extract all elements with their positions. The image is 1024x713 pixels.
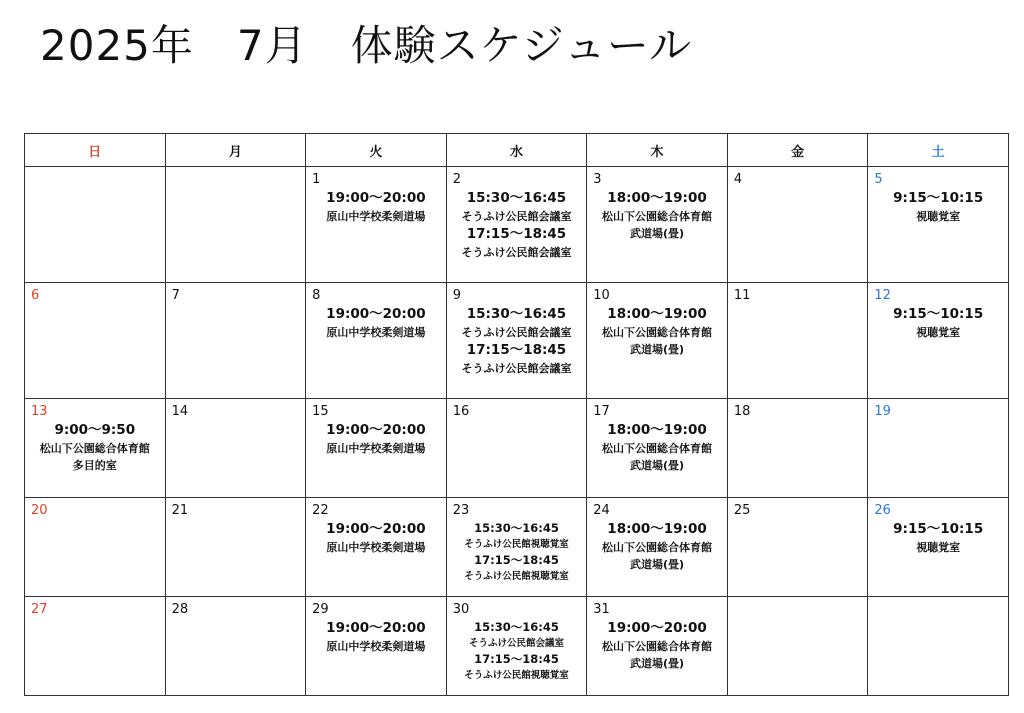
day-cell <box>165 498 306 597</box>
weekday-header-saturday: 土 <box>868 134 1009 167</box>
event-time: 17:15〜18:45 <box>466 342 567 358</box>
event-list <box>447 283 587 377</box>
event-room: 武道場(畳) <box>630 343 685 356</box>
day-cell <box>165 597 306 696</box>
day-number: 12 <box>874 288 891 303</box>
event-place: そうふけ公民館視聴覚室 <box>464 670 569 681</box>
day-number: 4 <box>733 172 743 187</box>
event-room: 武道場(畳) <box>630 657 685 670</box>
day-cell <box>727 167 868 283</box>
day-number: 6 <box>31 288 40 303</box>
day-cell <box>306 498 447 597</box>
day-number: 8 <box>312 288 321 303</box>
day-number: 21 <box>171 503 189 518</box>
day-cell <box>446 597 587 696</box>
event-place: そうふけ公民館会議室 <box>461 246 572 259</box>
week-row <box>25 498 1009 597</box>
event-room: 武道場(畳) <box>630 227 685 240</box>
day-number: 26 <box>874 503 891 518</box>
day-cell <box>587 399 728 498</box>
event-place: 松山下公園総合体育館 <box>602 326 713 339</box>
day-cell <box>868 283 1009 399</box>
event-place: 松山下公園総合体育館 <box>602 210 713 223</box>
weekday-header-thursday: 木 <box>587 134 728 167</box>
day-cell <box>25 399 166 498</box>
event-time: 17:15〜18:45 <box>466 226 567 242</box>
event-room: 武道場(畳) <box>630 558 685 571</box>
event-time: 9:15〜10:15 <box>893 190 984 206</box>
day-number: 20 <box>31 503 48 518</box>
day-number: 24 <box>593 503 610 518</box>
day-cell <box>587 498 728 597</box>
day-cell <box>306 597 447 696</box>
event-list <box>447 167 587 261</box>
day-cell <box>446 498 587 597</box>
event-time: 15:30〜16:45 <box>466 306 567 322</box>
event-place: そうふけ公民館視聴覚室 <box>464 539 569 550</box>
week-row <box>25 283 1009 399</box>
event-time: 18:00〜19:00 <box>607 521 707 537</box>
day-cell <box>25 597 166 696</box>
event-list <box>306 283 446 341</box>
day-cell <box>25 167 166 283</box>
day-number: 25 <box>733 503 751 518</box>
day-cell <box>25 283 166 399</box>
day-cell <box>727 283 868 399</box>
day-number: 28 <box>171 602 189 617</box>
page-title: 2025年 7月 体験スケジュール <box>40 21 693 70</box>
day-number: 17 <box>593 404 610 419</box>
event-place: そうふけ公民館会議室 <box>461 210 572 223</box>
weekday-header-wednesday: 水 <box>446 134 587 167</box>
day-number: 27 <box>31 602 48 617</box>
day-number: 11 <box>733 288 751 303</box>
day-cell <box>165 399 306 498</box>
event-place: 松山下公園総合体育館 <box>602 442 713 455</box>
event-place: 原山中学校柔剣道場 <box>326 210 426 223</box>
day-number: 18 <box>733 404 751 419</box>
day-number: 7 <box>171 288 180 303</box>
event-place: そうふけ公民館会議室 <box>468 638 564 649</box>
day-cell <box>446 399 587 498</box>
event-list <box>587 167 727 242</box>
weekday-header-sunday: 日 <box>25 134 166 167</box>
day-cell <box>306 167 447 283</box>
event-time: 9:15〜10:15 <box>893 521 984 537</box>
day-cell <box>727 597 868 696</box>
event-place: そうふけ公民館会議室 <box>461 362 572 375</box>
event-place: 松山下公園総合体育館 <box>602 541 713 554</box>
day-number: 9 <box>452 288 461 303</box>
event-time: 19:00〜20:00 <box>326 620 426 636</box>
day-cell <box>868 167 1009 283</box>
event-room: 武道場(畳) <box>630 459 685 472</box>
event-place: 原山中学校柔剣道場 <box>326 442 426 455</box>
event-place: 松山下公園総合体育館 <box>39 442 150 455</box>
day-cell <box>587 167 728 283</box>
event-time: 17:15〜18:45 <box>474 652 559 666</box>
weekday-header-friday: 金 <box>727 134 868 167</box>
day-number: 15 <box>312 404 329 419</box>
day-number: 16 <box>452 404 470 419</box>
day-cell <box>306 283 447 399</box>
event-place: 松山下公園総合体育館 <box>602 640 713 653</box>
day-cell <box>868 597 1009 696</box>
calendar-table <box>24 133 1009 696</box>
day-number: 19 <box>874 404 891 419</box>
day-number: 31 <box>593 602 610 617</box>
event-list <box>306 167 446 225</box>
event-time: 19:00〜20:00 <box>326 190 426 206</box>
event-time: 19:00〜20:00 <box>607 620 707 636</box>
week-row <box>25 399 1009 498</box>
event-time: 19:00〜20:00 <box>326 422 426 438</box>
event-place: 視聴覚室 <box>916 326 961 339</box>
weekday-header-tuesday: 火 <box>306 134 447 167</box>
event-time: 15:30〜16:45 <box>474 620 559 634</box>
day-number: 14 <box>171 404 189 419</box>
day-cell <box>165 167 306 283</box>
day-cell <box>25 498 166 597</box>
event-place: 視聴覚室 <box>916 541 961 554</box>
weekday-header-monday: 月 <box>165 134 306 167</box>
day-number: 29 <box>312 602 329 617</box>
day-cell <box>868 399 1009 498</box>
day-number: 5 <box>874 172 883 187</box>
event-place: そうふけ公民館会議室 <box>461 326 572 339</box>
day-number: 2 <box>452 172 461 187</box>
event-time: 15:30〜16:45 <box>466 190 567 206</box>
day-cell <box>306 399 447 498</box>
day-cell <box>868 498 1009 597</box>
day-cell <box>446 167 587 283</box>
day-cell <box>587 283 728 399</box>
day-number: 22 <box>312 503 329 518</box>
event-time: 18:00〜19:00 <box>607 422 707 438</box>
event-place: そうふけ公民館視聴覚室 <box>464 571 569 582</box>
event-place: 原山中学校柔剣道場 <box>326 326 426 339</box>
event-place: 原山中学校柔剣道場 <box>326 640 426 653</box>
day-number: 23 <box>452 503 470 518</box>
event-time: 19:00〜20:00 <box>326 306 426 322</box>
event-time: 18:00〜19:00 <box>607 190 707 206</box>
day-number: 30 <box>452 602 470 617</box>
event-time: 9:00〜9:50 <box>54 422 136 438</box>
event-list <box>868 167 1008 225</box>
day-cell <box>727 498 868 597</box>
day-cell <box>446 283 587 399</box>
event-time: 15:30〜16:45 <box>474 521 559 535</box>
event-room: 多目的室 <box>72 459 117 472</box>
day-number: 10 <box>593 288 610 303</box>
event-time: 19:00〜20:00 <box>326 521 426 537</box>
day-cell <box>587 597 728 696</box>
event-time: 18:00〜19:00 <box>607 306 707 322</box>
event-time: 9:15〜10:15 <box>893 306 984 322</box>
weekday-header-row <box>25 134 1009 167</box>
event-time: 17:15〜18:45 <box>474 553 559 567</box>
week-row <box>25 167 1009 283</box>
day-number: 3 <box>593 172 602 187</box>
event-place: 視聴覚室 <box>916 210 961 223</box>
week-row <box>25 597 1009 696</box>
day-cell <box>727 399 868 498</box>
day-cell <box>165 283 306 399</box>
day-number: 13 <box>31 404 48 419</box>
event-place: 原山中学校柔剣道場 <box>326 541 426 554</box>
day-number: 1 <box>312 172 321 187</box>
